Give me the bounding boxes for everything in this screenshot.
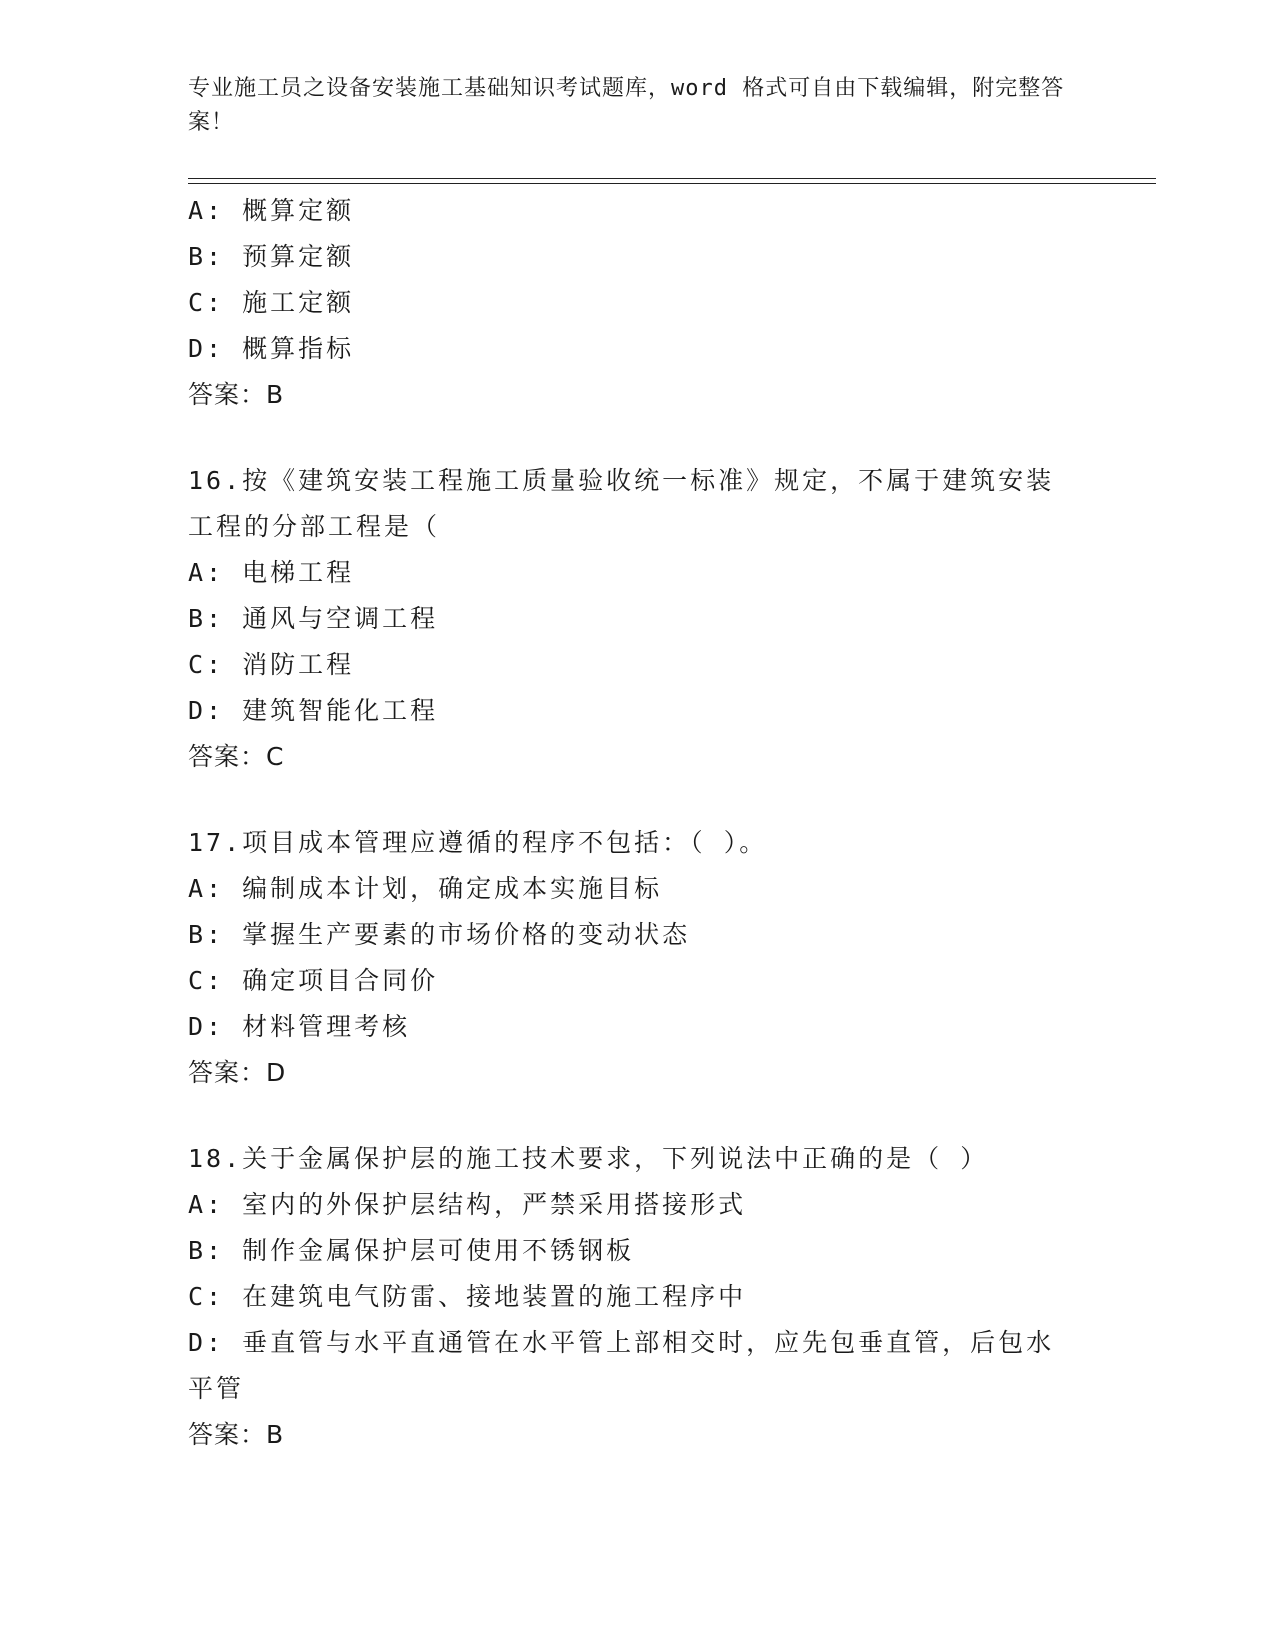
option-b: B: 通风与空调工程 (188, 604, 439, 633)
answer-line: 答案：B (188, 380, 285, 409)
option-a: A: 室内的外保护层结构，严禁采用搭接形式 (188, 1190, 747, 1219)
question-text: 16.按《建筑安装工程施工质量验收统一标准》规定，不属于建筑安装工程的分部工程是（ (188, 466, 1055, 541)
option-c: C: 施工定额 (188, 288, 355, 317)
option-d: D: 材料管理考核 (188, 1012, 411, 1041)
question-block-16 (188, 458, 1088, 780)
option-b: B: 制作金属保护层可使用不锈钢板 (188, 1236, 635, 1265)
header-rule-top (188, 178, 1156, 179)
option-c: C: 在建筑电气防雷、接地装置的施工程序中 (188, 1282, 747, 1311)
option-c: C: 确定项目合同价 (188, 966, 439, 995)
option-a: A: 电梯工程 (188, 558, 355, 587)
answer-line: 答案：D (188, 1058, 287, 1087)
question-block-18 (188, 1136, 1088, 1458)
header-rule-bottom (188, 183, 1156, 184)
answer-line: 答案：C (188, 742, 285, 771)
option-b: B: 预算定额 (188, 242, 355, 271)
document-header: 专业施工员之设备安装施工基础知识考试题库，word 格式可自由下载编辑，附完整答案！ (188, 76, 1065, 135)
question-text: 18.关于金属保护层的施工技术要求，下列说法中正确的是（ ） (188, 1144, 989, 1173)
option-d: D: 垂直管与水平直通管在水平管上部相交时，应先包垂直管，后包水平管 (188, 1328, 1055, 1403)
question-block-15 (188, 188, 1088, 418)
option-c: C: 消防工程 (188, 650, 355, 679)
question-block-17 (188, 820, 1088, 1096)
option-d: D: 概算指标 (188, 334, 355, 363)
option-a: A: 编制成本计划，确定成本实施目标 (188, 874, 663, 903)
option-b: B: 掌握生产要素的市场价格的变动状态 (188, 920, 691, 949)
question-text: 17.项目成本管理应遵循的程序不包括：（ ）。 (188, 828, 768, 857)
answer-line: 答案：B (188, 1420, 285, 1449)
option-a: A: 概算定额 (188, 196, 355, 225)
option-d: D: 建筑智能化工程 (188, 696, 439, 725)
question-list (188, 188, 1088, 1458)
